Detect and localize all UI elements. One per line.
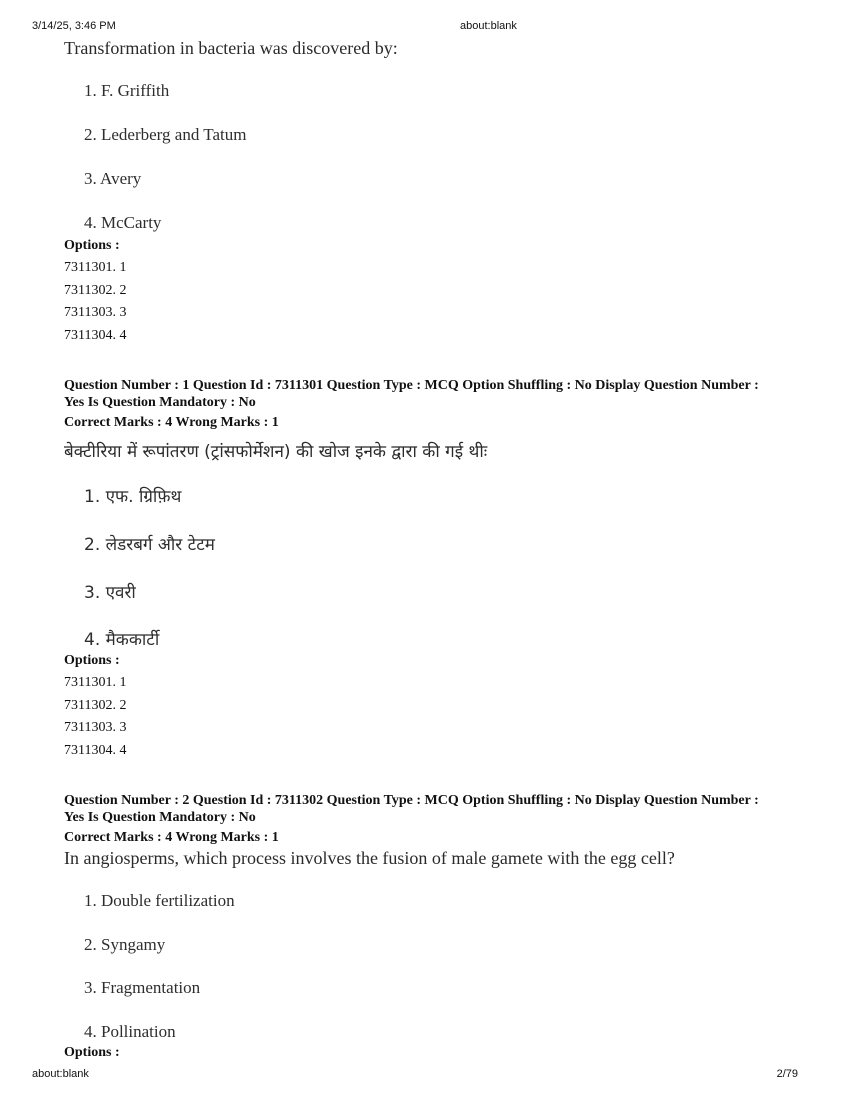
question-text: बेक्टीरिया में रूपांतरण (ट्रांसफोर्मेशन) की खोज इनके द्वारा की गई थीः <box>64 442 488 462</box>
answer-choice: 1. F. Griffith <box>84 81 170 100</box>
print-footer <box>0 1068 850 1084</box>
footer-url: about:blank <box>32 1068 89 1080</box>
option-id: 7311301. 1 <box>64 260 127 275</box>
question-text: In angiosperms, which process involves the fusion of male gamete with the egg cell? <box>64 848 675 868</box>
answer-choice: 1. एफ. ग्रिफ़िथ <box>84 487 182 507</box>
answer-choice: 4. मैककार्टी <box>84 630 160 650</box>
print-timestamp: 3/14/25, 3:46 PM <box>32 20 116 32</box>
options-label: Options : <box>64 653 120 668</box>
question-marks: Correct Marks : 4 Wrong Marks : 1 <box>64 830 279 845</box>
answer-choice: 3. Avery <box>84 169 142 188</box>
print-header <box>0 20 850 36</box>
answer-choice: 2. लेडरबर्ग और टेटम <box>84 535 215 555</box>
print-title: about:blank <box>460 20 517 32</box>
option-id: 7311301. 1 <box>64 675 127 690</box>
option-id: 7311302. 2 <box>64 698 127 713</box>
answer-choice: 4. McCarty <box>84 213 162 232</box>
option-id: 7311304. 4 <box>64 328 127 343</box>
answer-choice: 2. Lederberg and Tatum <box>84 125 247 144</box>
option-id: 7311303. 3 <box>64 720 127 735</box>
option-id: 7311302. 2 <box>64 283 127 298</box>
question-marks: Correct Marks : 4 Wrong Marks : 1 <box>64 415 279 430</box>
option-id: 7311304. 4 <box>64 743 127 758</box>
answer-choice: 2. Syngamy <box>84 935 166 954</box>
answer-choice: 1. Double fertilization <box>84 891 235 910</box>
question-meta: Question Number : 1 Question Id : 7311301 Question Type : MCQ Option Shuffling : No Display Question Number : Yes Is Question Mandatory : No <box>64 378 759 410</box>
question-meta: Question Number : 2 Question Id : 7311302 Question Type : MCQ Option Shuffling : No Display Question Number : Yes Is Question Mandatory : No <box>64 793 759 825</box>
option-id: 7311303. 3 <box>64 305 127 320</box>
page-number: 2/79 <box>776 1068 798 1080</box>
options-label: Options : <box>64 1045 120 1060</box>
options-label: Options : <box>64 238 120 253</box>
answer-choice: 3. एवरी <box>84 583 136 603</box>
answer-choice: 4. Pollination <box>84 1022 176 1041</box>
question-text: Transformation in bacteria was discovered by: <box>64 38 398 58</box>
answer-choice: 3. Fragmentation <box>84 978 201 997</box>
